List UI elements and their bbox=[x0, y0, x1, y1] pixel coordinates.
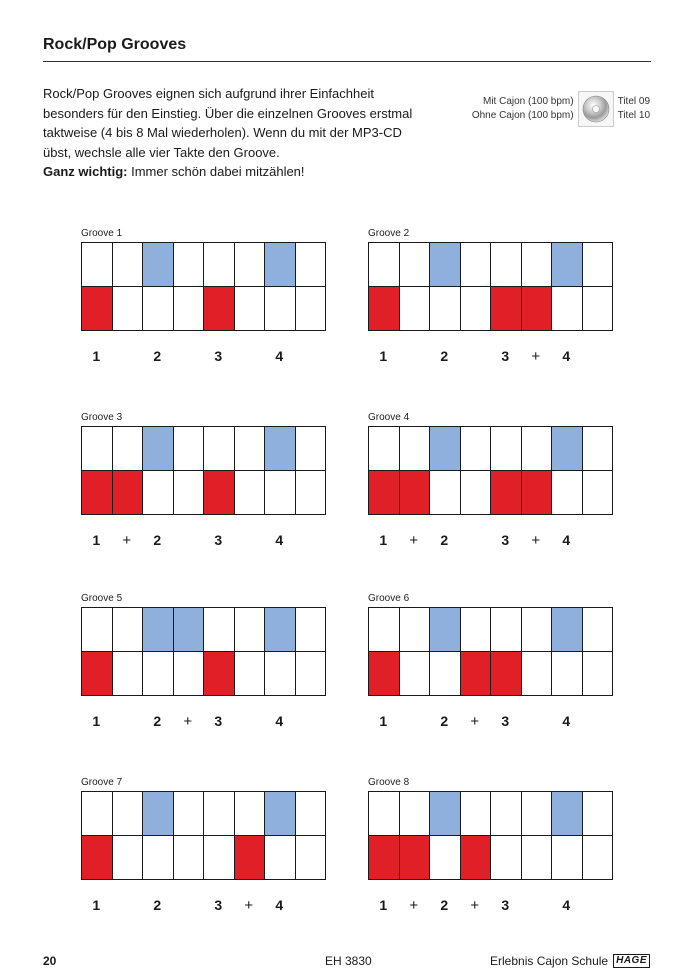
bass-cell-3 bbox=[429, 470, 461, 515]
audio-labels bbox=[472, 95, 574, 123]
bass-cell-6-hit bbox=[521, 286, 553, 331]
slap-cell-2 bbox=[112, 426, 144, 471]
slap-cell-4 bbox=[173, 791, 205, 836]
groove-1 bbox=[81, 228, 329, 364]
slap-cell-2 bbox=[399, 426, 431, 471]
bass-cell-5-hit bbox=[203, 286, 235, 331]
bass-cell-7 bbox=[264, 470, 296, 515]
bass-cell-6 bbox=[521, 651, 553, 696]
groove-5 bbox=[81, 593, 329, 730]
intro-emphasis-line bbox=[43, 162, 423, 182]
groove-label: Groove 4 bbox=[368, 412, 410, 423]
slap-cell-2 bbox=[399, 607, 431, 652]
slap-cell-4 bbox=[460, 607, 492, 652]
slap-cell-3-hit bbox=[429, 791, 461, 836]
count-beat-2: 2 bbox=[440, 897, 449, 913]
count-and: + bbox=[470, 713, 480, 730]
slap-cell-4 bbox=[173, 426, 205, 471]
bass-cell-4-hit bbox=[460, 651, 492, 696]
bass-cell-7 bbox=[551, 286, 583, 331]
groove-grid bbox=[368, 242, 612, 330]
count-beat-3: 3 bbox=[501, 348, 510, 364]
bass-cell-5 bbox=[490, 835, 522, 880]
bass-cell-4 bbox=[460, 470, 492, 515]
slap-cell-5 bbox=[203, 242, 235, 287]
bass-cell-2-hit bbox=[112, 470, 144, 515]
bass-cell-3 bbox=[142, 835, 174, 880]
bass-cell-6 bbox=[234, 651, 266, 696]
count-beat-3: 3 bbox=[214, 348, 223, 364]
bass-cell-2-hit bbox=[399, 470, 431, 515]
bass-cell-2-hit bbox=[399, 835, 431, 880]
bass-cell-1-hit bbox=[81, 651, 113, 696]
groove-label: Groove 3 bbox=[81, 412, 123, 423]
bass-cell-8 bbox=[295, 835, 327, 880]
publication-code: EH 3830 bbox=[325, 954, 372, 968]
groove-grid bbox=[368, 791, 612, 879]
bass-cell-1-hit bbox=[368, 651, 400, 696]
slap-cell-6 bbox=[234, 242, 266, 287]
bass-cell-1-hit bbox=[368, 470, 400, 515]
count-beat-2: 2 bbox=[153, 532, 162, 548]
without-cajon-label: Ohne Cajon (100 bpm) bbox=[471, 110, 574, 121]
count-beat-1: 1 bbox=[379, 713, 388, 729]
count-beat-3: 3 bbox=[501, 897, 510, 913]
count-beat-4: 4 bbox=[562, 348, 571, 364]
track-without-cajon: Titel 10 bbox=[617, 110, 650, 121]
count-beat-3: 3 bbox=[214, 532, 223, 548]
bass-cell-4-hit bbox=[460, 835, 492, 880]
groove-6 bbox=[368, 593, 616, 730]
count-beat-4: 4 bbox=[562, 897, 571, 913]
slap-cell-3-hit bbox=[142, 607, 174, 652]
bass-cell-7 bbox=[551, 470, 583, 515]
count-beat-4: 4 bbox=[562, 532, 571, 548]
count-beat-3: 3 bbox=[214, 713, 223, 729]
bass-cell-6-hit bbox=[521, 470, 553, 515]
count-beat-4: 4 bbox=[275, 532, 284, 548]
slap-cell-8 bbox=[295, 242, 327, 287]
slap-cell-7-hit bbox=[551, 607, 583, 652]
slap-cell-7-hit bbox=[264, 426, 296, 471]
slap-cell-6 bbox=[521, 426, 553, 471]
slap-cell-7-hit bbox=[551, 242, 583, 287]
slap-cell-6 bbox=[521, 607, 553, 652]
series-title: Erlebnis Cajon Schule bbox=[490, 954, 609, 968]
slap-cell-7-hit bbox=[551, 791, 583, 836]
slap-cell-6 bbox=[234, 607, 266, 652]
page-number: 20 bbox=[43, 954, 57, 968]
bass-cell-7 bbox=[551, 651, 583, 696]
bass-cell-7 bbox=[264, 651, 296, 696]
count-beat-2: 2 bbox=[153, 897, 162, 913]
slap-cell-5 bbox=[490, 426, 522, 471]
bass-cell-7 bbox=[264, 286, 296, 331]
cd-icon bbox=[578, 91, 614, 127]
bass-cell-8 bbox=[295, 651, 327, 696]
groove-label: Groove 7 bbox=[81, 777, 123, 788]
groove-grid bbox=[81, 607, 325, 695]
bass-cell-1-hit bbox=[81, 286, 113, 331]
bass-cell-6 bbox=[521, 835, 553, 880]
bass-cell-8 bbox=[582, 651, 614, 696]
groove-grid bbox=[81, 426, 325, 514]
with-cajon-label: Mit Cajon (100 bpm) bbox=[482, 96, 574, 107]
bass-cell-2 bbox=[399, 651, 431, 696]
slap-cell-4 bbox=[460, 791, 492, 836]
count-and: + bbox=[244, 897, 254, 914]
slap-cell-7-hit bbox=[264, 242, 296, 287]
count-beat-2: 2 bbox=[153, 713, 162, 729]
bass-cell-2 bbox=[112, 835, 144, 880]
slap-cell-1 bbox=[81, 426, 113, 471]
slap-cell-6 bbox=[521, 791, 553, 836]
slap-cell-5 bbox=[490, 242, 522, 287]
bass-cell-4 bbox=[173, 835, 205, 880]
slap-cell-5 bbox=[203, 607, 235, 652]
groove-grid bbox=[368, 607, 612, 695]
count-and: + bbox=[409, 532, 419, 549]
bass-cell-5-hit bbox=[490, 470, 522, 515]
bass-cell-3 bbox=[429, 651, 461, 696]
intro-paragraph: Rock/Pop Grooves eignen sich aufgrund ihrer Einfachheit besonders für den Einstieg. Über die einzelnen Grooves erstmal taktweise (4 bis 8 Mal wiederholen). Wenn du mit der MP3-CD übst, wechsle alle vier Takte den Groove. bbox=[43, 86, 413, 160]
slap-cell-3-hit bbox=[142, 426, 174, 471]
slap-cell-1 bbox=[368, 791, 400, 836]
bass-cell-8 bbox=[582, 470, 614, 515]
count-beat-4: 4 bbox=[275, 897, 284, 913]
count-and: + bbox=[531, 532, 541, 549]
slap-cell-8 bbox=[582, 791, 614, 836]
slap-cell-3-hit bbox=[142, 242, 174, 287]
count-beat-2: 2 bbox=[440, 532, 449, 548]
slap-cell-8 bbox=[582, 242, 614, 287]
groove-8 bbox=[368, 777, 616, 914]
bass-cell-5-hit bbox=[203, 651, 235, 696]
groove-2 bbox=[368, 228, 616, 365]
slap-cell-2 bbox=[112, 242, 144, 287]
bass-cell-7 bbox=[551, 835, 583, 880]
slap-cell-7-hit bbox=[264, 607, 296, 652]
track-with-cajon: Titel 09 bbox=[617, 96, 650, 107]
slap-cell-5 bbox=[490, 607, 522, 652]
bass-cell-1-hit bbox=[368, 286, 400, 331]
groove-label: Groove 8 bbox=[368, 777, 410, 788]
bass-cell-6 bbox=[234, 470, 266, 515]
slap-cell-5 bbox=[203, 426, 235, 471]
groove-3 bbox=[81, 412, 329, 549]
count-beat-1: 1 bbox=[379, 897, 388, 913]
bass-cell-4 bbox=[173, 286, 205, 331]
audio-track-numbers bbox=[618, 95, 650, 123]
bass-cell-5 bbox=[203, 835, 235, 880]
audio-track-info bbox=[472, 91, 650, 127]
bass-cell-2 bbox=[399, 286, 431, 331]
bass-cell-6-hit bbox=[234, 835, 266, 880]
slap-cell-1 bbox=[81, 791, 113, 836]
groove-grid bbox=[368, 426, 612, 514]
count-beat-3: 3 bbox=[501, 532, 510, 548]
bass-cell-8 bbox=[582, 286, 614, 331]
bass-cell-1-hit bbox=[81, 835, 113, 880]
slap-cell-2 bbox=[112, 607, 144, 652]
slap-cell-8 bbox=[582, 426, 614, 471]
bass-cell-8 bbox=[295, 286, 327, 331]
emphasis-text: Immer schön dabei mitzählen! bbox=[127, 164, 305, 180]
bass-cell-1-hit bbox=[81, 470, 113, 515]
slap-cell-1 bbox=[368, 607, 400, 652]
slap-cell-1 bbox=[81, 607, 113, 652]
bass-cell-5-hit bbox=[203, 470, 235, 515]
slap-cell-1 bbox=[81, 242, 113, 287]
slap-cell-4 bbox=[173, 242, 205, 287]
count-and: + bbox=[122, 532, 132, 549]
slap-cell-1 bbox=[368, 242, 400, 287]
bass-cell-5-hit bbox=[490, 286, 522, 331]
bass-cell-3 bbox=[429, 835, 461, 880]
count-and: + bbox=[409, 897, 419, 914]
count-beat-4: 4 bbox=[275, 713, 284, 729]
slap-cell-3-hit bbox=[429, 242, 461, 287]
bass-cell-1-hit bbox=[368, 835, 400, 880]
page-title: Rock/Pop Grooves bbox=[43, 36, 187, 53]
slap-cell-7-hit bbox=[551, 426, 583, 471]
slap-cell-2 bbox=[399, 791, 431, 836]
bass-cell-4 bbox=[173, 470, 205, 515]
slap-cell-7-hit bbox=[264, 791, 296, 836]
intro-text-block bbox=[43, 84, 423, 182]
groove-label: Groove 2 bbox=[368, 228, 410, 239]
slap-cell-5 bbox=[203, 791, 235, 836]
bass-cell-4 bbox=[173, 651, 205, 696]
slap-cell-4-hit bbox=[173, 607, 205, 652]
bass-cell-2 bbox=[112, 286, 144, 331]
emphasis-label: Ganz wichtig: bbox=[43, 164, 128, 180]
slap-cell-8 bbox=[295, 791, 327, 836]
count-beat-1: 1 bbox=[92, 348, 101, 364]
slap-cell-6 bbox=[234, 791, 266, 836]
bass-cell-3 bbox=[142, 286, 174, 331]
count-beat-2: 2 bbox=[153, 348, 162, 364]
bass-cell-3 bbox=[429, 286, 461, 331]
title-divider bbox=[43, 61, 651, 62]
slap-cell-2 bbox=[112, 791, 144, 836]
slap-cell-6 bbox=[234, 426, 266, 471]
slap-cell-8 bbox=[295, 426, 327, 471]
count-beat-3: 3 bbox=[214, 897, 223, 913]
bass-cell-4 bbox=[460, 286, 492, 331]
count-beat-2: 2 bbox=[440, 713, 449, 729]
count-and: + bbox=[470, 897, 480, 914]
groove-7 bbox=[81, 777, 329, 914]
count-and: + bbox=[531, 348, 541, 365]
slap-cell-4 bbox=[460, 426, 492, 471]
bass-cell-3 bbox=[142, 470, 174, 515]
count-beat-1: 1 bbox=[379, 348, 388, 364]
groove-grid bbox=[81, 791, 325, 879]
publisher-logo: HAGE bbox=[613, 954, 650, 968]
slap-cell-1 bbox=[368, 426, 400, 471]
groove-label: Groove 6 bbox=[368, 593, 410, 604]
slap-cell-8 bbox=[582, 607, 614, 652]
slap-cell-4 bbox=[460, 242, 492, 287]
slap-cell-8 bbox=[295, 607, 327, 652]
bass-cell-7 bbox=[264, 835, 296, 880]
bass-cell-8 bbox=[295, 470, 327, 515]
slap-cell-2 bbox=[399, 242, 431, 287]
bass-cell-2 bbox=[112, 651, 144, 696]
count-beat-1: 1 bbox=[92, 897, 101, 913]
groove-4 bbox=[368, 412, 616, 549]
bass-cell-3 bbox=[142, 651, 174, 696]
count-and: + bbox=[183, 713, 193, 730]
count-beat-4: 4 bbox=[275, 348, 284, 364]
count-beat-1: 1 bbox=[92, 532, 101, 548]
count-beat-2: 2 bbox=[440, 348, 449, 364]
bass-cell-5-hit bbox=[490, 651, 522, 696]
series-footer bbox=[490, 954, 650, 968]
groove-grid bbox=[81, 242, 325, 330]
slap-cell-3-hit bbox=[429, 426, 461, 471]
slap-cell-3-hit bbox=[429, 607, 461, 652]
groove-label: Groove 5 bbox=[81, 593, 123, 604]
count-beat-3: 3 bbox=[501, 713, 510, 729]
slap-cell-5 bbox=[490, 791, 522, 836]
count-beat-1: 1 bbox=[92, 713, 101, 729]
count-beat-4: 4 bbox=[562, 713, 571, 729]
slap-cell-6 bbox=[521, 242, 553, 287]
slap-cell-3-hit bbox=[142, 791, 174, 836]
bass-cell-6 bbox=[234, 286, 266, 331]
count-beat-1: 1 bbox=[379, 532, 388, 548]
bass-cell-8 bbox=[582, 835, 614, 880]
groove-label: Groove 1 bbox=[81, 228, 123, 239]
